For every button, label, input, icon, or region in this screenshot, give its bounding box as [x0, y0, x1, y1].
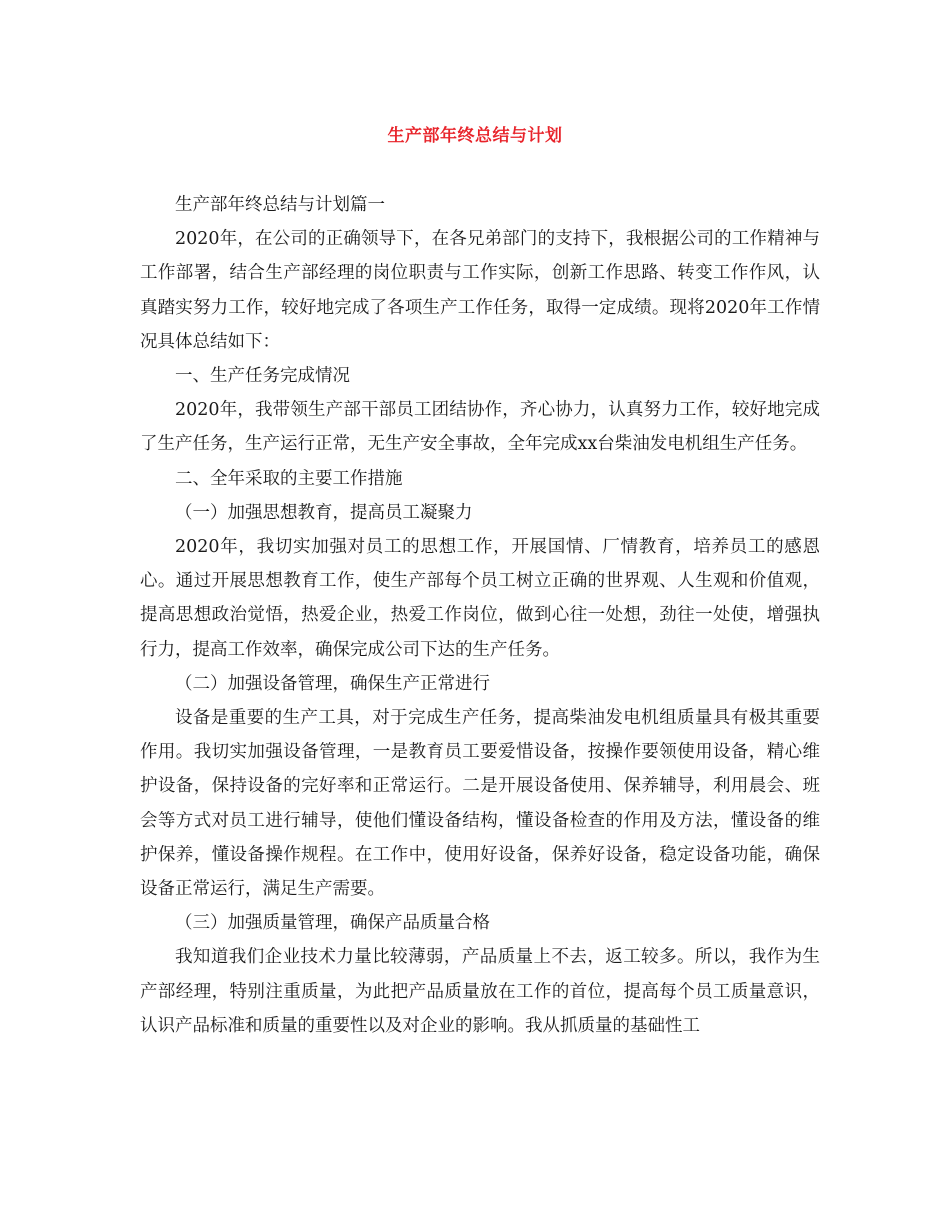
subsection-heading: （一）加强思想教育，提高员工凝聚力 [175, 502, 473, 523]
paragraph: 2020年，我带领生产部干部员工团结协作，齐心协力，认真努力工作，较好地完成了生产任务，生产运行正常，无生产安全事故，全年完成xx台柴油发电机组生产任务。 [140, 400, 820, 455]
subsection-heading: （二）加强设备管理，确保生产正常进行 [175, 673, 490, 694]
section-heading: 一、生产任务完成情况 [175, 366, 350, 387]
paragraph: 2020年，我切实加强对员工的思想工作，开展国情、厂情教育，培养员工的感恩心。通过开展思想教育工作，使生产部每个员工树立正确的世界观、人生观和价值观，提高思想政治觉悟，热爱企业，热爱工作岗位，做到心往一处想，劲往一处使，增强执行力，提高工作效率，确保完成公司下达的生产任务。 [140, 537, 820, 660]
document-title: 生产部年终总结与计划 [387, 126, 563, 146]
section-heading: 生产部年终总结与计划篇一 [175, 195, 385, 215]
paragraph: 我知道我们企业技术力量比较薄弱，产品质量上不去，返工较多。所以，我作为生产部经理，特别注重质量，为此把产品质量放在工作的首位，提高每个员工质量意识，认识产品标准和质量的重要性以及对企业的影响。我从抓质量的基础性工 [140, 947, 820, 1036]
section-heading: 二、全年采取的主要工作措施 [175, 468, 403, 489]
paragraph: 2020年，在公司的正确领导下，在各兄弟部门的支持下，我根据公司的工作精神与工作部署，结合生产部经理的岗位职责与工作实际，创新工作思路、转变工作作风，认真踏实努力工作，较好地完成了各项生产工作任务，取得一定成绩。现将2020年工作情况具体总结如下： [140, 229, 820, 352]
subsection-heading: （三）加强质量管理，确保产品质量合格 [175, 913, 490, 934]
paragraph: 设备是重要的生产工具，对于完成生产任务，提高柴油发电机组质量具有极其重要作用。我切实加强设备管理，一是教育员工要爱惜设备，按操作要领使用设备，精心维护设备，保持设备的完好率和正常运行。二是开展设备使用、保养辅导，利用晨会、班会等方式对员工进行辅导，使他们懂设备结构，懂设备检查的作用及方法，懂设备的维护保养，懂设备操作规程。在工作中，使用好设备，保养好设备，稳定设备功能，确保设备正常运行，满足生产需要。 [140, 708, 820, 900]
document-body [140, 188, 820, 1043]
